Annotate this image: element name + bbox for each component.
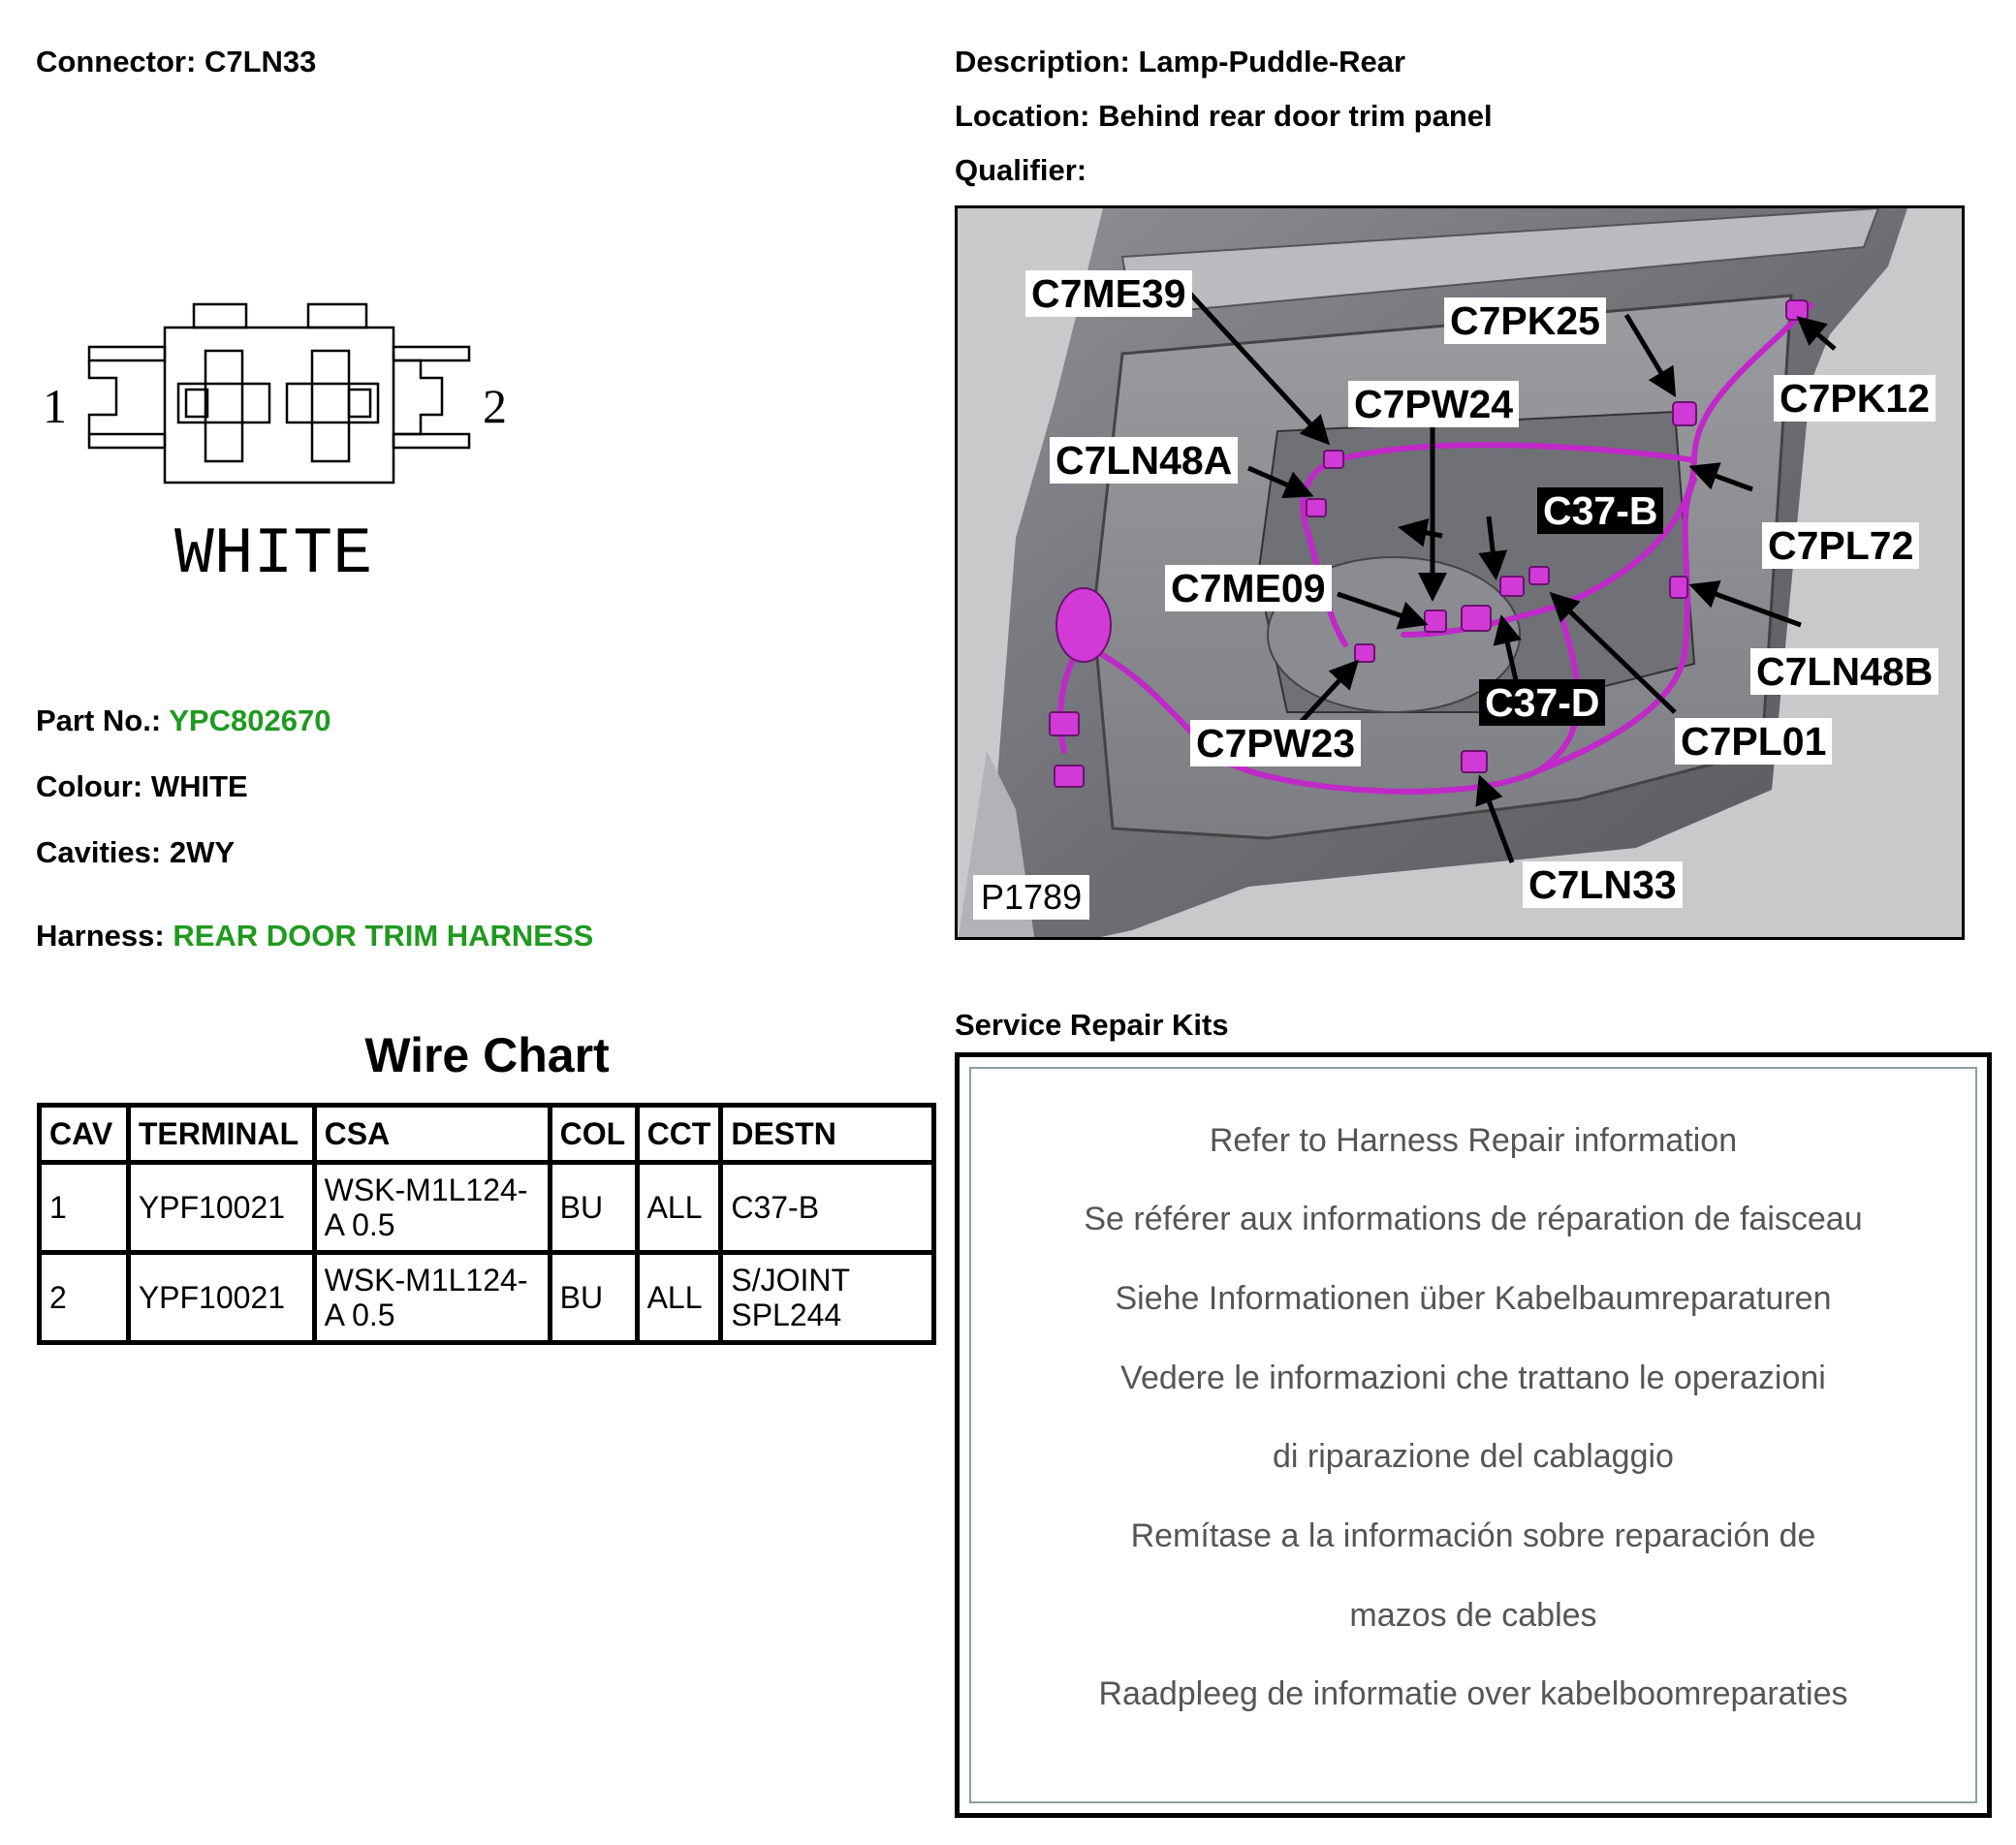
harness-label: Harness: xyxy=(36,919,165,953)
colour-label: Colour: xyxy=(36,769,143,803)
repair-info-line: Se référer aux informations de réparation de faisceau xyxy=(1084,1201,1863,1237)
connector-label: Connector: xyxy=(36,45,197,78)
callout-c7pl72: C7PL72 xyxy=(1762,522,1919,569)
table-row xyxy=(40,1163,934,1253)
cav-cell: 2 xyxy=(40,1253,129,1343)
connector-color-text: WHITE xyxy=(174,517,373,592)
cav-cell: 1 xyxy=(40,1163,129,1253)
colour-row xyxy=(36,769,248,804)
location-heading xyxy=(955,99,1493,134)
qualifier-heading xyxy=(955,153,1087,188)
cct-cell: ALL xyxy=(637,1163,721,1253)
repair-info-line: Remítase a la información sobre reparación de xyxy=(1130,1517,1816,1554)
colour-value: WHITE xyxy=(150,769,248,803)
description-heading xyxy=(955,45,1405,79)
pin-2-label: 2 xyxy=(483,379,507,433)
destn-cell xyxy=(721,1163,934,1253)
wire-chart-title: Wire Chart xyxy=(364,1028,610,1082)
column-header-csa: CSA xyxy=(314,1106,550,1163)
csa-line-1: WSK-M1L124- xyxy=(324,1173,528,1207)
image-reference-id: P1789 xyxy=(973,875,1089,920)
col-cell: BU xyxy=(550,1253,637,1343)
column-header-cav: CAV xyxy=(40,1106,129,1163)
service-repair-kits-title: Service Repair Kits xyxy=(955,1008,1229,1042)
callout-c7ln48b: C7LN48B xyxy=(1750,648,1938,695)
callout-c7pk25: C7PK25 xyxy=(1444,297,1606,344)
qualifier-label: Qualifier: xyxy=(955,153,1087,187)
wire-chart-table xyxy=(37,1103,936,1345)
destn-line-2: SPL244 xyxy=(731,1298,842,1332)
harness-row xyxy=(36,919,593,954)
destn-cell xyxy=(721,1253,934,1343)
terminal-cell: YPF10021 xyxy=(128,1253,314,1343)
csa-line-2: A 0.5 xyxy=(324,1207,395,1242)
connector-heading xyxy=(36,45,316,79)
description-label: Description: xyxy=(955,45,1130,78)
callout-c7me39: C7ME39 xyxy=(1025,270,1192,317)
callout-c37-b: C37-B xyxy=(1537,487,1663,534)
part-number-label: Part No.: xyxy=(36,704,162,737)
destn-line-1: S/JOINT xyxy=(731,1263,851,1298)
callout-c7ln33: C7LN33 xyxy=(1523,861,1683,908)
part-number-link[interactable]: YPC802670 xyxy=(169,704,331,737)
callout-c7pw24: C7PW24 xyxy=(1348,381,1519,427)
connector-location-image xyxy=(955,205,1965,940)
cavities-row xyxy=(36,835,235,870)
cavities-label: Cavities: xyxy=(36,835,162,869)
repair-info-line: mazos de cables xyxy=(1349,1597,1597,1634)
column-header-cct: CCT xyxy=(637,1106,721,1163)
location-value: Behind rear door trim panel xyxy=(1098,99,1493,133)
pin-1-label: 1 xyxy=(43,379,67,433)
callout-c7ln48a: C7LN48A xyxy=(1050,437,1238,484)
callout-c7pl01: C7PL01 xyxy=(1675,718,1832,765)
destn-line-1: C37-B xyxy=(731,1190,820,1225)
terminal-cell: YPF10021 xyxy=(128,1163,314,1253)
location-label: Location: xyxy=(955,99,1090,133)
service-repair-kits-panel xyxy=(969,1067,1977,1803)
column-header-col: COL xyxy=(550,1106,637,1163)
description-value: Lamp-Puddle-Rear xyxy=(1138,45,1406,78)
repair-info-line: di riparazione del cablaggio xyxy=(1273,1438,1674,1475)
csa-cell xyxy=(314,1163,550,1253)
callout-c7me09: C7ME09 xyxy=(1165,565,1332,611)
csa-line-1: WSK-M1L124- xyxy=(324,1263,528,1298)
callout-c37-d: C37-D xyxy=(1479,679,1605,726)
repair-info-line: Refer to Harness Repair information xyxy=(1209,1122,1738,1159)
connector-id: C7LN33 xyxy=(204,45,317,78)
repair-info-line: Raadpleeg de informatie over kabelboomreparaties xyxy=(1098,1675,1848,1712)
col-cell: BU xyxy=(550,1163,637,1253)
table-row xyxy=(40,1253,934,1343)
csa-cell xyxy=(314,1253,550,1343)
harness-link[interactable]: REAR DOOR TRIM HARNESS xyxy=(173,919,594,953)
part-number-row xyxy=(36,704,331,738)
connector-face-diagram xyxy=(33,291,537,601)
repair-info-line: Vedere le informazioni che trattano le operazioni xyxy=(1120,1360,1826,1396)
callout-c7pw23: C7PW23 xyxy=(1190,720,1361,766)
csa-line-2: A 0.5 xyxy=(324,1298,395,1332)
cavities-value: 2WY xyxy=(169,835,236,869)
column-header-terminal: TERMINAL xyxy=(128,1106,314,1163)
repair-info-line: Siehe Informationen über Kabelbaumreparaturen xyxy=(1115,1280,1832,1317)
callout-c7pk12: C7PK12 xyxy=(1774,375,1936,422)
table-header-row xyxy=(40,1106,934,1163)
service-repair-kits-box xyxy=(955,1052,1992,1818)
column-header-destn: DESTN xyxy=(721,1106,934,1163)
cct-cell: ALL xyxy=(637,1253,721,1343)
